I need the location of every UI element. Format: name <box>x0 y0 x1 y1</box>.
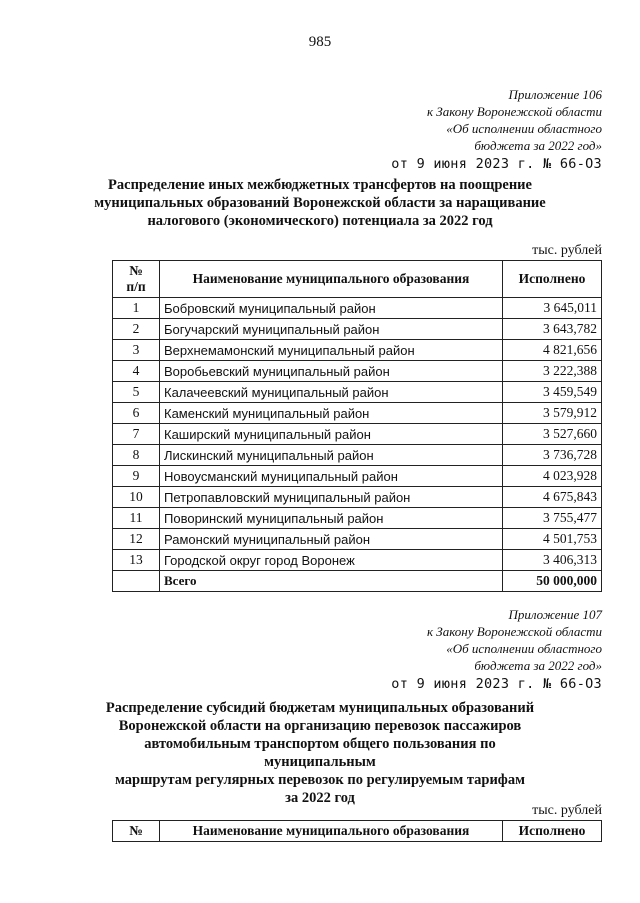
row-number: 1 <box>113 298 160 319</box>
table1-header-num-line2: п/п <box>126 279 146 294</box>
row-number: 7 <box>113 424 160 445</box>
table2-header-name: Наименование муниципального образования <box>160 821 503 842</box>
row-municipality-name: Рамонский муниципальный район <box>160 529 503 550</box>
table2-header-row <box>113 821 602 842</box>
row-number: 9 <box>113 466 160 487</box>
appendix-106-law-name: «Об исполнении областного <box>446 121 602 136</box>
row-executed-value: 4 675,843 <box>503 487 602 508</box>
table-row <box>113 382 602 403</box>
appendix-107-date: от 9 июня 2023 г. № 66-ОЗ <box>391 676 602 692</box>
table-row <box>113 487 602 508</box>
table2-title-line: автомобильным транспортом общего пользования по муниципальным <box>144 736 496 770</box>
row-number: 3 <box>113 340 160 361</box>
appendix-106-title: Приложение 106 <box>508 87 602 102</box>
row-number: 10 <box>113 487 160 508</box>
table2-title-line: Распределение субсидий бюджетам муниципальных образований <box>105 700 535 716</box>
row-municipality-name: Каменский муниципальный район <box>160 403 503 424</box>
row-executed-value: 3 527,660 <box>503 424 602 445</box>
table2-title-line: маршрутам регулярных перевозок по регулируемым тарифам <box>115 772 525 788</box>
table-row <box>113 361 602 382</box>
table-row <box>113 508 602 529</box>
appendix-106-header <box>342 86 602 174</box>
row-executed-value: 3 459,549 <box>503 382 602 403</box>
row-municipality-name: Калачеевский муниципальный район <box>160 382 503 403</box>
appendix-107-header <box>342 606 602 694</box>
table1-header-value: Исполнено <box>503 261 602 298</box>
table1-body <box>113 298 602 571</box>
table2 <box>112 820 602 842</box>
table1-total-row <box>113 571 602 592</box>
row-municipality-name: Поворинский муниципальный район <box>160 508 503 529</box>
table-row <box>113 298 602 319</box>
row-municipality-name: Верхнемамонский муниципальный район <box>160 340 503 361</box>
table-row <box>113 529 602 550</box>
row-executed-value: 4 501,753 <box>503 529 602 550</box>
row-municipality-name: Петропавловский муниципальный район <box>160 487 503 508</box>
table1 <box>112 260 602 592</box>
appendix-106-date: от 9 июня 2023 г. № 66-ОЗ <box>391 156 602 172</box>
table1-header-num <box>113 261 160 298</box>
table1-title-line: Распределение иных межбюджетных трансфертов на поощрение <box>108 177 532 193</box>
appendix-106-law-name-cont: бюджета за 2022 год» <box>474 138 602 153</box>
row-municipality-name: Лискинский муниципальный район <box>160 445 503 466</box>
table-row <box>113 340 602 361</box>
appendix-106-law: к Закону Воронежской области <box>426 104 602 119</box>
table-row <box>113 319 602 340</box>
table2-header-value: Исполнено <box>503 821 602 842</box>
row-number: 12 <box>113 529 160 550</box>
table-row <box>113 424 602 445</box>
table2-header-num: № <box>113 821 160 842</box>
row-executed-value: 3 222,388 <box>503 361 602 382</box>
table1-header-row <box>113 261 602 298</box>
table-row <box>113 445 602 466</box>
appendix-107-law: к Закону Воронежской области <box>426 624 602 639</box>
row-executed-value: 3 755,477 <box>503 508 602 529</box>
row-executed-value: 3 406,313 <box>503 550 602 571</box>
appendix-107-title: Приложение 107 <box>508 607 602 622</box>
row-number: 2 <box>113 319 160 340</box>
row-municipality-name: Каширский муниципальный район <box>160 424 503 445</box>
table1-units: тыс. рублей <box>532 243 602 258</box>
table2-units: тыс. рублей <box>532 803 602 818</box>
table-row <box>113 466 602 487</box>
appendix-107-law-name-cont: бюджета за 2022 год» <box>474 658 602 673</box>
row-number: 4 <box>113 361 160 382</box>
table1-title-line: налогового (экономического) потенциала за 2022 год <box>147 213 493 229</box>
table1-total-value: 50 000,000 <box>503 571 602 592</box>
table2-title-line: Воронежской области на организацию перевозок пассажиров <box>118 718 522 734</box>
table1-title-line: муниципальных образований Воронежской области за наращивание <box>94 195 546 211</box>
table1-header-name: Наименование муниципального образования <box>160 261 503 298</box>
page-number: 985 <box>308 34 332 50</box>
row-municipality-name: Новоусманский муниципальный район <box>160 466 503 487</box>
row-number: 11 <box>113 508 160 529</box>
row-municipality-name: Бобровский муниципальный район <box>160 298 503 319</box>
row-number: 13 <box>113 550 160 571</box>
row-executed-value: 4 821,656 <box>503 340 602 361</box>
row-municipality-name: Воробьевский муниципальный район <box>160 361 503 382</box>
row-executed-value: 3 579,912 <box>503 403 602 424</box>
row-executed-value: 4 023,928 <box>503 466 602 487</box>
row-municipality-name: Богучарский муниципальный район <box>160 319 503 340</box>
table-row <box>113 403 602 424</box>
table2-title-line: за 2022 год <box>285 790 355 806</box>
appendix-107-law-name: «Об исполнении областного <box>446 641 602 656</box>
table-row <box>113 550 602 571</box>
row-number: 8 <box>113 445 160 466</box>
row-municipality-name: Городской округ город Воронеж <box>160 550 503 571</box>
table1-header-num-line1: № <box>129 263 143 278</box>
row-number: 6 <box>113 403 160 424</box>
table1-title <box>90 176 550 230</box>
row-executed-value: 3 643,782 <box>503 319 602 340</box>
table1-total-label: Всего <box>160 571 503 592</box>
row-executed-value: 3 645,011 <box>503 298 602 319</box>
row-executed-value: 3 736,728 <box>503 445 602 466</box>
table1-total-num <box>113 571 160 592</box>
row-number: 5 <box>113 382 160 403</box>
table2-title <box>90 699 550 807</box>
